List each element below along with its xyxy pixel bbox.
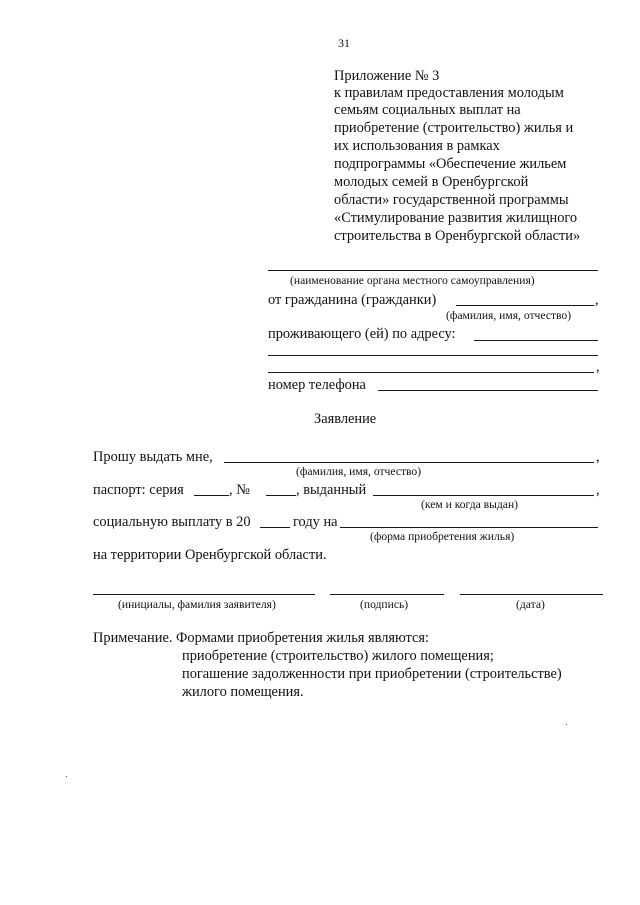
acquisition-form-caption: (форма приобретения жилья) (370, 530, 515, 543)
applicant-name-caption: (фамилия, имя, отчество) (296, 465, 422, 478)
passport-number-field-line[interactable] (266, 495, 296, 496)
initials-caption: (инициалы, фамилия заявителя) (118, 598, 276, 611)
passport-series-field-line[interactable] (194, 495, 229, 496)
passport-issued-label: , выданный (296, 482, 367, 498)
appendix-line: подпрограммы «Обеспечение жильем (334, 156, 567, 172)
from-citizen-label: от гражданина (гражданки) (268, 292, 437, 308)
payment-label: социальную выплату в 20 (93, 514, 251, 530)
address-comma: , (596, 359, 600, 375)
passport-comma: , (596, 482, 600, 498)
appendix-line: приобретение (строительство) жилья и (334, 120, 574, 136)
page-number: 31 (338, 36, 350, 50)
scan-speck (566, 724, 567, 725)
appendix-line: их использования в рамках (334, 138, 500, 154)
applicant-name-field-line[interactable] (224, 462, 594, 463)
signature-caption: (подпись) (360, 598, 409, 611)
acquisition-form-field-line[interactable] (340, 527, 598, 528)
territory-text: на территории Оренбургской области. (93, 547, 327, 563)
authority-name-field-line[interactable] (268, 270, 598, 271)
citizen-name-caption: (фамилия, имя, отчество) (446, 309, 572, 322)
date-caption: (дата) (516, 598, 545, 611)
scan-speck (66, 776, 67, 777)
note-label: Примечание. Формами приобретения жилья являются: (93, 630, 430, 646)
appendix-line: к правилам предоставления молодым (334, 85, 564, 101)
request-comma: , (596, 449, 600, 465)
appendix-line: «Стимулирование развития жилищного (334, 210, 578, 226)
passport-number-label: , № (229, 482, 250, 498)
passport-issued-caption: (кем и когда выдан) (421, 498, 519, 511)
address-field-line-2[interactable] (268, 355, 598, 356)
appendix-line: молодых семей в Оренбургской (334, 174, 529, 190)
note-item-2-line-2: жилого помещения. (182, 684, 304, 700)
address-field-line-3[interactable] (268, 372, 594, 373)
authority-caption: (наименование органа местного самоуправления) (290, 274, 535, 287)
appendix-line: семьям социальных выплат на (334, 102, 521, 118)
note-item-2-line-1: погашение задолженности при приобретении (строительстве) (182, 666, 562, 682)
date-field-line[interactable] (460, 594, 603, 595)
note-item-1: приобретение (строительство) жилого помещения; (182, 648, 494, 664)
initials-field-line[interactable] (93, 594, 315, 595)
signature-field-line[interactable] (330, 594, 444, 595)
phone-label: номер телефона (268, 377, 366, 393)
appendix-header (334, 68, 614, 248)
address-field-line-1[interactable] (474, 340, 598, 341)
payment-year-suffix: году на (293, 514, 338, 530)
payment-year-field-line[interactable] (260, 527, 290, 528)
phone-field-line[interactable] (378, 390, 598, 391)
address-label: проживающего (ей) по адресу: (268, 326, 456, 342)
from-citizen-comma: , (595, 292, 599, 308)
appendix-line: строительства в Оренбургской области» (334, 228, 581, 244)
appendix-line: Приложение № 3 (334, 68, 440, 84)
request-label: Прошу выдать мне, (93, 449, 213, 465)
appendix-line: области» государственной программы (334, 192, 569, 208)
passport-series-label: паспорт: серия (93, 482, 184, 498)
passport-issued-by-field-line[interactable] (373, 495, 594, 496)
citizen-name-field-line[interactable] (456, 305, 594, 306)
statement-title: Заявление (314, 411, 377, 427)
